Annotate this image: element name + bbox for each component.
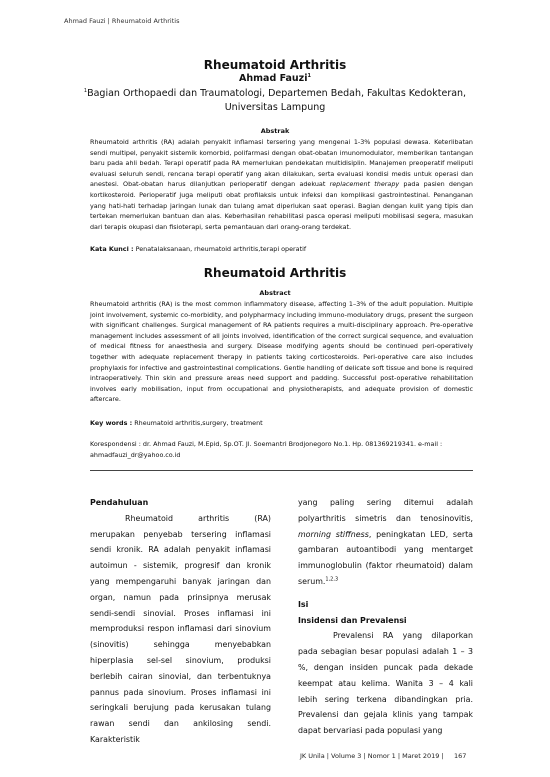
intro-paragraph: Rheumatoid arthritis (RA) merupakan penyebab tersering inflamasi sendi kronik. RA adalah penyakit inflamasi autoimun - sistemik, progresif dan kronik yang mempengaruhi banyak jaringan dan organ, namun pada prinsipnya merusak sendi-sendi sinovial. Proses inflamasi ini memproduksi respon inflamasi dari sinovium (sinovitis) sehingga menyebabkan hiperplasia sel-sel sinovium, produksi berlebih cairan sinovial, dan terbentuknya pannus pada sinovium. Proses inflamasi ini seringkali berujung pada kerusakan tulang rawan sendi dan ankilosing sendi. Karakteristik xyxy=(90,513,271,744)
affiliation: $^1$Bagian Orthopaedi dan Traumatologi, Departemen Bedah, Fakultas Kedokteran, Universitas Lampung xyxy=(83,87,467,113)
kata-kunci: Kata Kunci : Penatalaksanaan, rheumatoid arthritis,terapi operatif xyxy=(90,245,307,253)
correspondence: Korespondensi : dr. Ahmad Fauzi, M.Epid, Sp.OT. Jl. Soemantri Brodjonegoro No.1. Hp. 081369219341. e-mail : ahmadfauzi_dr@yahoo.co.id xyxy=(90,440,443,459)
subsection-heading-insidensi: Insidensi dan Prevalensi xyxy=(298,615,407,625)
title-indonesian: Rheumatoid Arthritis xyxy=(203,58,347,72)
abstract-heading: Abstract xyxy=(259,289,291,297)
intro-paragraph-continued: yang paling sering ditemui adalah polyarthritis simetris dan tenosinovitis, morning stiffness, peningkatan LED, serta gambaran autoantibodi yang mentarget immunoglobulin (faktor rheumatoid) dalam serum.$^{1,2,3}$ xyxy=(298,498,474,586)
key-words: Key words : Rheumatoid arthritis,surgery, treatment xyxy=(90,419,263,427)
divider xyxy=(90,470,473,471)
title-english: Rheumatoid Arthritis xyxy=(203,266,347,280)
left-column xyxy=(90,495,271,748)
abstrak-heading: Abstrak xyxy=(260,127,290,135)
page-footer: JK Unila | Volume 3 | Nomor 1 | Maret 2019 | 167 xyxy=(300,752,467,760)
section-heading-isi: Isi xyxy=(298,599,309,609)
right-column xyxy=(298,495,473,739)
abstrak-text: Rheumatoid arthritis (RA) adalah penyakit inflamasi tersering yang mengenai 1-3% populasi dewasa. Keterlibatan sendi multipel, penyakit sistemik komorbid, polifarmasi dengan obat-obatan imunomodulator, memberikan tantangan baru pada ahli bedah. Terapi operatif pada RA memerlukan pendekatan multidisiplin. Manajemen preoperatif meliputi evaluasi seluruh sendi, rencana terapi operatif yang akan dilakukan, serta evaluasi kondisi medis untuk operasi dan anestesi. Obat-obatan harus dilanjutkan perioperatif dengan adekuat replacement therapy pada pasien dengan kortikosteroid. Perioperatif juga meliputi obat profilaksis untuk infeksi dan komplikasi gastrointestinal. Penanganan yang hati-hati terhadap jaringan lunak dan tulang amat diperlukan saat operasi. Bagian dengan kulit yang tipis dan tertekan memerlukan bantuan dan alas. Keberhasilan rehabilitasi pasca operasi meliputi mobilisasi segera, masukan dari terapis okupasi dan fisioterapi, serta pemantauan dari orang-orang terdekat. xyxy=(90,138,473,231)
author-superscript: 1 xyxy=(307,72,311,79)
prevalence-paragraph: Prevalensi RA yang dilaporkan pada sebagian besar populasi adalah 1 – 3 %, dengan insiden puncak pada dekade keempat atau kelima. Wanita 3 – 4 kali lebih sering terkena dibandingkan pria. Prevalensi dan gejala klinis yang tampak dapat bervariasi pada populasi yang xyxy=(298,631,473,736)
abstract-text: Rheumatoid arthritis (RA) is the most common inflammatory disease, affecting 1–3% of the adult population. Multiple joint involvement, systemic co-morbidity, and polypharmacy including immuno-modulatory drugs, present the surgeon with significant challenges. Surgical management of RA patients requires a multi-disciplinary approach. Pre-operative management includes assessment of all joints involved, identification of the correct surgical sequence, and evaluation of medical fitness for anaesthesia and surgery. Disease modifying agents should be continued peri-operatively together with adequate replacement therapy in patients taking corticosteroids. Peri-operative care also includes prophylaxis for infective and gastrointestinal complications. Gentle handling of delicate soft tissue and bone is required intraoperatively. Thin skin and pressure areas need support and padding. Successful post-operative rehabilitation involves early mobilisation, input from occupational and physiotherapists, and adequate provision of domestic aftercare. xyxy=(90,300,473,404)
affiliation-superscript: 1 xyxy=(83,87,88,94)
running-head: Ahmad Fauzi | Rheumatoid Arthritis xyxy=(64,17,180,25)
author-name: Ahmad Fauzi$^1$ xyxy=(239,72,311,84)
citation: 1,2,3 xyxy=(325,576,339,583)
section-heading-pendahuluan: Pendahuluan xyxy=(90,498,149,507)
